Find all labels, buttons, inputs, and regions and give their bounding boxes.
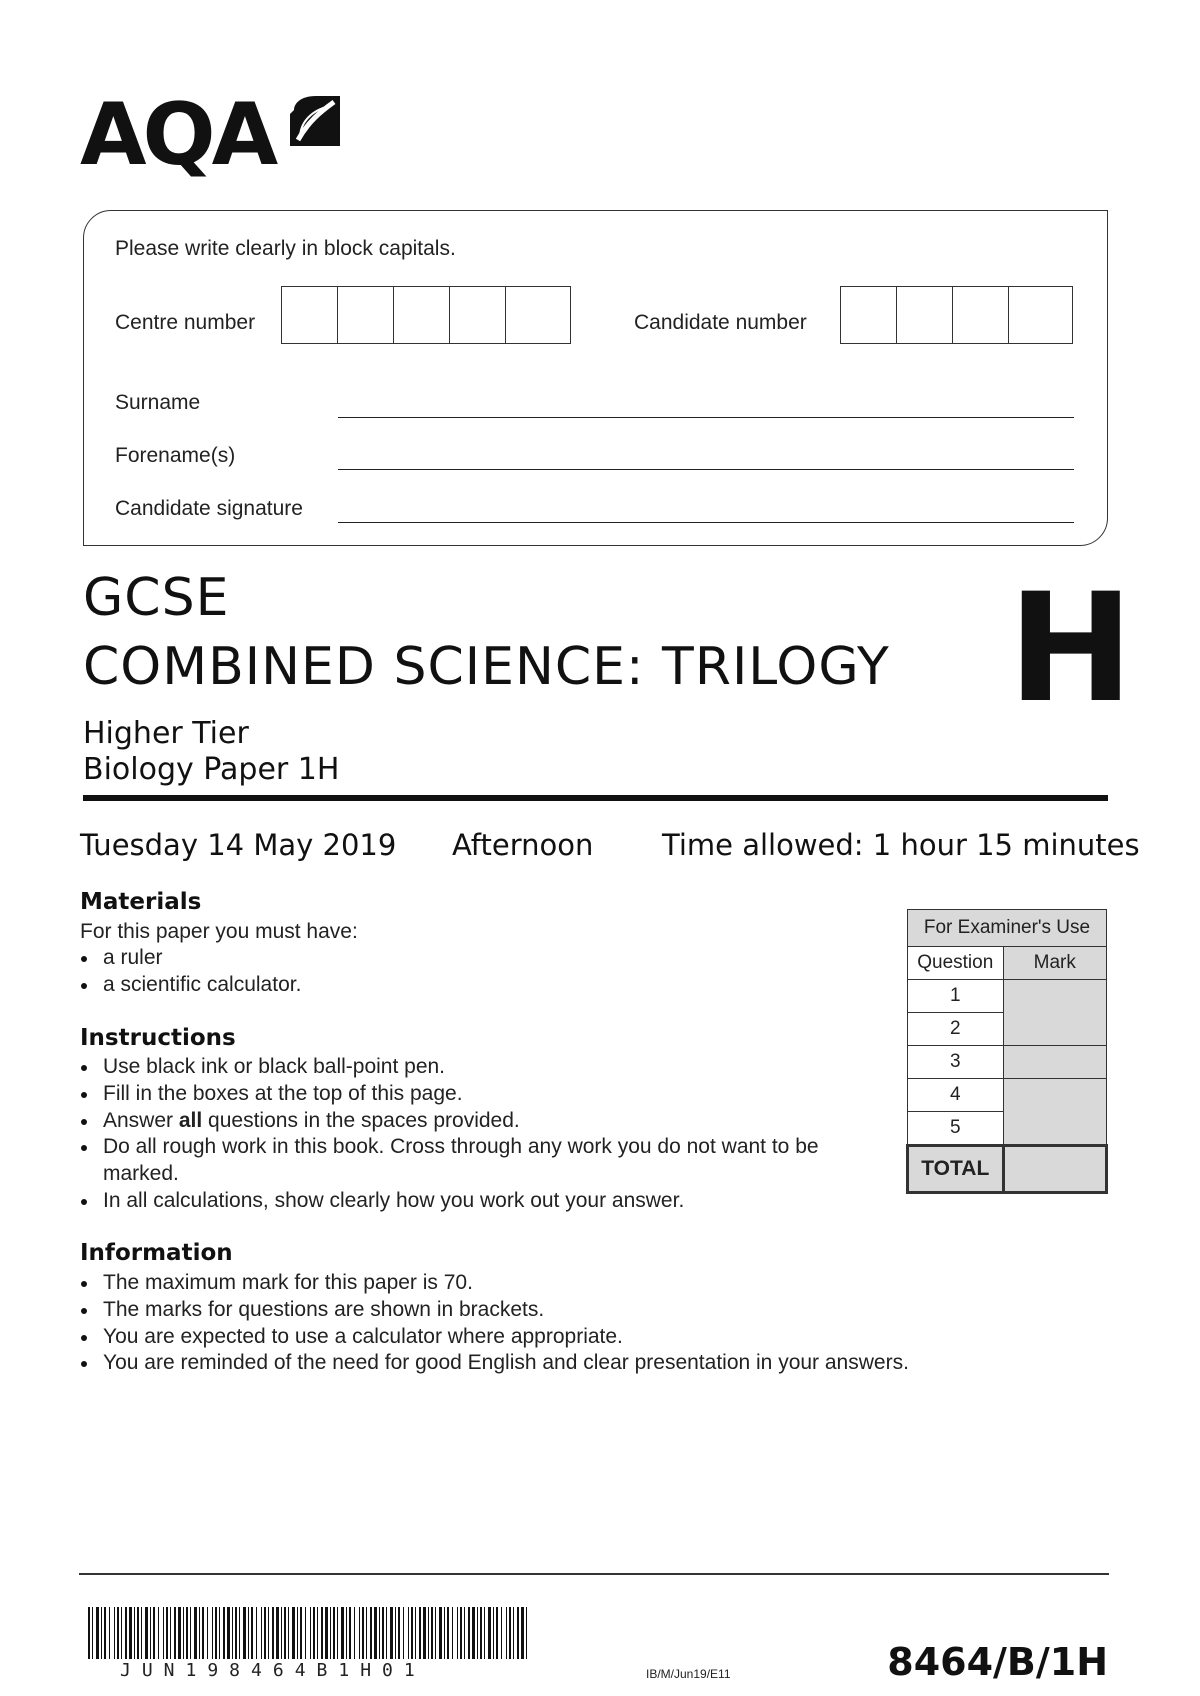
list-item: Fill in the boxes at the top of this page. <box>80 1081 885 1108</box>
surname-label: Surname <box>115 391 201 414</box>
list-item: a ruler <box>80 945 880 972</box>
instructions-list <box>80 1054 885 1215</box>
question-number: 2 <box>908 1013 1004 1046</box>
barcode <box>88 1607 528 1659</box>
barcode-text: JUN198464B1H01 <box>120 1660 426 1681</box>
information-heading: Information <box>80 1240 233 1266</box>
mark-cell <box>1003 1046 1106 1079</box>
list-item: Use black ink or black ball-point pen. <box>80 1054 885 1081</box>
centre-digit-box[interactable] <box>282 287 338 343</box>
qualification-title: GCSE <box>83 568 230 628</box>
candidate-digit-box[interactable] <box>897 287 953 343</box>
paper-code: 8464/B/1H <box>887 1640 1108 1684</box>
examiner-table-title: For Examiner's Use <box>908 910 1107 947</box>
exam-date: Tuesday 14 May 2019 <box>80 828 397 862</box>
paper-label: Biology Paper 1H <box>83 752 340 787</box>
list-item <box>80 1108 885 1135</box>
answer-rest: questions in the spaces provided. <box>202 1108 520 1132</box>
paper-reference: IB/M/Jun19/E11 <box>646 1667 731 1681</box>
mark-column-header: Mark <box>1003 947 1106 980</box>
question-number: 3 <box>908 1046 1004 1079</box>
list-item: Do all rough work in this book. Cross through any work you do not want to be marked. <box>80 1134 885 1188</box>
candidate-digit-box[interactable] <box>953 287 1009 343</box>
list-item: In all calculations, show clearly how you work out your answer. <box>80 1188 885 1215</box>
candidate-number-boxes[interactable] <box>840 286 1073 344</box>
total-label: TOTAL <box>908 1146 1004 1193</box>
centre-digit-box[interactable] <box>338 287 394 343</box>
answer-emphasis: all <box>178 1108 203 1132</box>
list-item: The maximum mark for this paper is 70. <box>80 1270 1080 1297</box>
subject-title: COMBINED SCIENCE: TRILOGY <box>83 637 890 697</box>
signature-label: Candidate signature <box>115 497 303 520</box>
centre-number-boxes[interactable] <box>281 286 571 344</box>
exam-session: Afternoon <box>452 828 594 862</box>
list-item: The marks for questions are shown in brackets. <box>80 1297 1080 1324</box>
list-item: You are expected to use a calculator where appropriate. <box>80 1324 1080 1351</box>
question-number: 5 <box>908 1112 1004 1146</box>
title-divider <box>83 795 1108 801</box>
total-mark-cell <box>1003 1146 1106 1193</box>
time-allowed: Time allowed: 1 hour 15 minutes <box>662 828 1140 862</box>
information-list <box>80 1270 1080 1377</box>
materials-list <box>80 945 880 999</box>
centre-digit-box[interactable] <box>394 287 450 343</box>
question-number: 1 <box>908 980 1004 1013</box>
centre-digit-box[interactable] <box>450 287 506 343</box>
candidate-digit-box[interactable] <box>841 287 897 343</box>
forenames-label: Forename(s) <box>115 444 236 467</box>
forenames-field[interactable] <box>338 469 1074 470</box>
list-item: a scientific calculator. <box>80 972 880 999</box>
question-number: 4 <box>908 1079 1004 1112</box>
centre-digit-box[interactable] <box>506 287 562 343</box>
materials-heading: Materials <box>80 889 202 915</box>
question-column-header: Question <box>908 947 1004 980</box>
list-item: You are reminded of the need for good English and clear presentation in your answers. <box>80 1350 1080 1377</box>
mark-cell <box>1003 1079 1106 1146</box>
aqa-leaf-icon <box>286 92 342 148</box>
answer-prefix: Answer <box>103 1108 179 1132</box>
tier-label: Higher Tier <box>83 716 249 751</box>
mark-cell <box>1003 980 1106 1046</box>
examiner-use-table <box>906 909 1108 1194</box>
surname-field[interactable] <box>338 417 1074 418</box>
signature-field[interactable] <box>338 522 1074 523</box>
aqa-logo: AQA <box>80 85 275 185</box>
instructions-heading: Instructions <box>80 1025 236 1051</box>
tier-letter: H <box>1008 562 1134 736</box>
centre-number-label: Centre number <box>115 311 256 334</box>
block-capitals-instruction: Please write clearly in block capitals. <box>115 237 456 260</box>
candidate-number-label: Candidate number <box>634 311 807 334</box>
materials-intro: For this paper you must have: <box>80 920 358 943</box>
footer-divider <box>79 1573 1109 1575</box>
candidate-digit-box[interactable] <box>1009 287 1065 343</box>
